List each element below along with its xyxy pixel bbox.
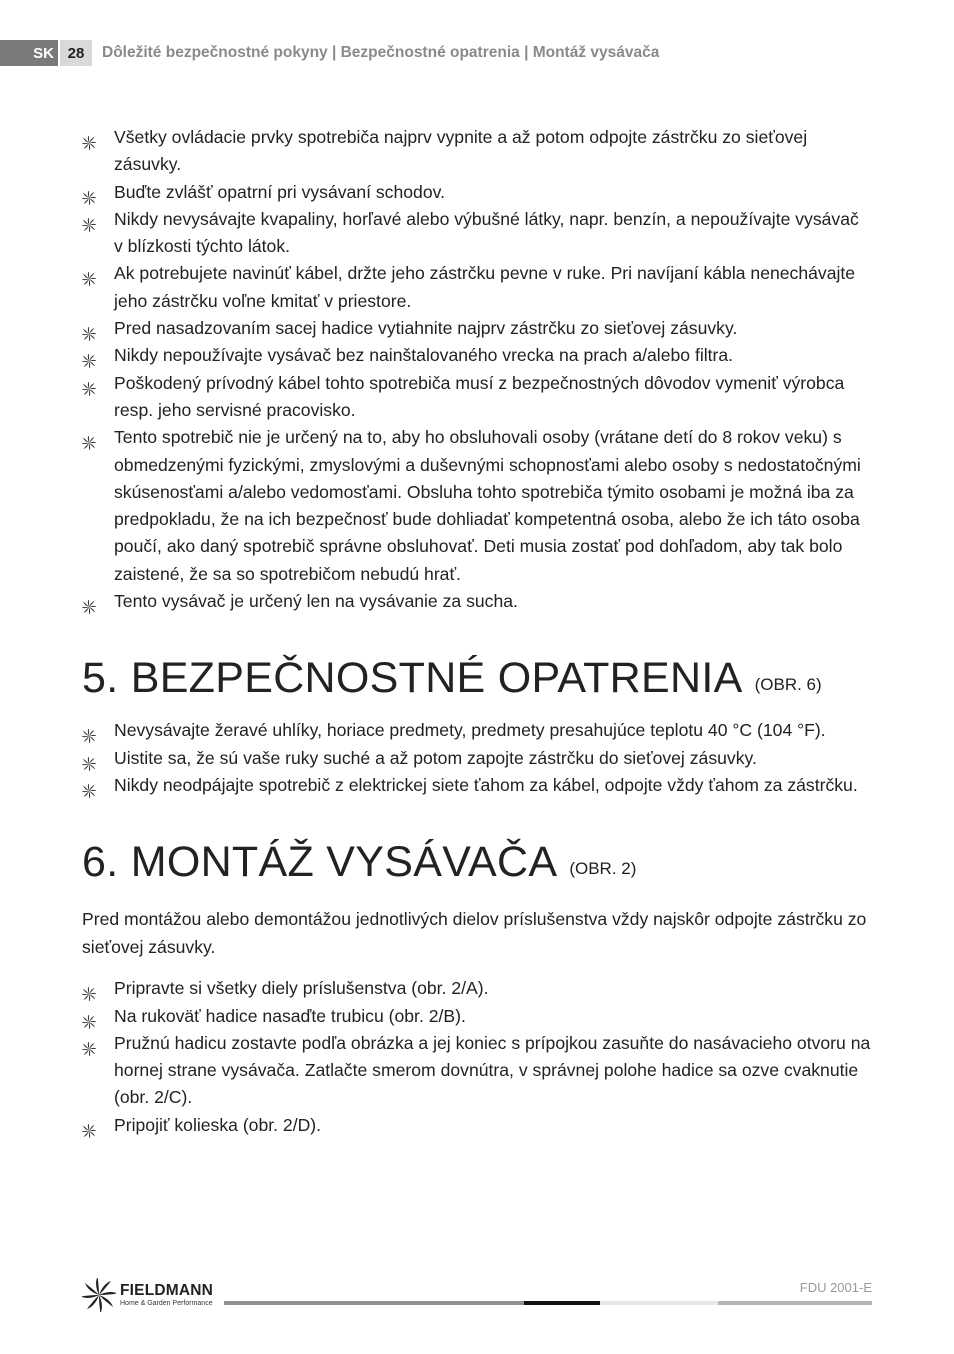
list-item-text: Poškodený prívodný kábel tohto spotrebiča musí z bezpečnostných dôvodov vymeniť výrobca resp. jeho servisné pracovisko. bbox=[114, 372, 845, 420]
list-item-text: Nikdy neodpájajte spotrebič z elektrickej siete ťahom za kábel, odpojte vždy ťahom za zástrčku. bbox=[114, 774, 858, 795]
list-item bbox=[82, 124, 872, 179]
footer-line-gray bbox=[224, 1301, 524, 1305]
flower-bullet-icon bbox=[82, 595, 96, 609]
flower-bullet-icon bbox=[82, 186, 96, 200]
flower-bullet-icon bbox=[82, 131, 96, 145]
section5-ref: (OBR. 6) bbox=[754, 675, 822, 695]
section6-title: 6. MONTÁŽ VYSÁVAČA bbox=[82, 837, 558, 886]
list-item bbox=[82, 179, 872, 206]
page-footer bbox=[82, 1276, 872, 1316]
list-item bbox=[82, 1112, 872, 1139]
list-item bbox=[82, 975, 872, 1002]
fieldmann-logo-icon bbox=[82, 1278, 116, 1312]
section5-title: 5. BEZPEČNOSTNÉ OPATRENIA bbox=[82, 653, 743, 702]
list-item bbox=[82, 424, 872, 588]
section6-list bbox=[82, 975, 872, 1139]
flower-bullet-icon bbox=[82, 1037, 96, 1051]
flower-bullet-icon bbox=[82, 349, 96, 363]
list-item bbox=[82, 260, 872, 315]
footer-line-dark bbox=[524, 1301, 600, 1305]
list-item-text: Buďte zvlášť opatrní pri vysávaní schodov. bbox=[114, 181, 445, 202]
list-item-text: Tento vysávač je určený len na vysávanie za sucha. bbox=[114, 591, 518, 612]
flower-bullet-icon bbox=[82, 1119, 96, 1133]
model-number: FDU 2001-E bbox=[799, 1280, 872, 1295]
section5-heading bbox=[82, 639, 872, 717]
flower-bullet-icon bbox=[82, 431, 96, 445]
flower-bullet-icon bbox=[82, 322, 96, 336]
section5-list bbox=[82, 717, 872, 799]
list-item-text: Nikdy nepoužívajte vysávač bez nainštalovaného vrecka na prach a/alebo filtra. bbox=[114, 345, 734, 366]
list-item bbox=[82, 370, 872, 425]
section6-ref: (OBR. 2) bbox=[569, 859, 637, 879]
list-item-text: Ak potrebujete navinúť kábel, držte jeho zástrčku pevne v ruke. Pri navíjaní kábla nenechávajte jeho zástrčku voľne kmitať v priestore. bbox=[114, 263, 856, 311]
list-item-text: Nikdy nevysávajte kvapaliny, horľavé alebo výbušné látky, napr. benzín, a nepoužívajte vysávač v blízkosti týchto látok. bbox=[114, 208, 859, 257]
flower-bullet-icon bbox=[82, 377, 96, 391]
flower-bullet-icon bbox=[82, 267, 96, 281]
page-header bbox=[0, 40, 659, 66]
list-item-text: Tento spotrebič nie je určený na to, aby ho obsluhovali osoby (vrátane detí do 8 rokov veku) s obmedzenými fyzickými, zmyslovými a duševnými schopnosťami alebo osoby s nedostatočnými skúsenosťami a/alebo vedomosťami. Obsluha tohto spotrebiča týmito osobami je možná iba za predpokladu, že na ich bezpečnosť bude dohliadať kompetentná osoba, alebo že ich táto osoba poučí, ako daný spotrebič správne obsluhovať. Deti musia zostať pod dohľadom, aby tak bolo zaistené, že sa so spotrebičom nebudú hrať. bbox=[114, 427, 861, 584]
brand-tagline: Home & Garden Performance bbox=[120, 1299, 213, 1307]
list-item bbox=[82, 1003, 872, 1030]
list-item bbox=[82, 745, 872, 772]
list-item-text: Pred nasadzovaním sacej hadice vytiahnite najprv zástrčku zo sieťovej zásuvky. bbox=[114, 318, 738, 339]
list-item-text: Pružnú hadicu zostavte podľa obrázka a jej koniec s prípojkou zasuňte do nasávacieho otvoru na hornej strane vysávača. Zatlačte smerom dovnútra, v správnej polohe hadice sa ozve cvaknutie (obr. 2/C). bbox=[114, 1032, 871, 1108]
flower-bullet-icon bbox=[82, 982, 96, 996]
list-item-text: Na rukoväť hadice nasaďte trubicu (obr. 2/B). bbox=[114, 1005, 466, 1026]
brand-logo bbox=[82, 1278, 213, 1312]
language-badge: SK bbox=[0, 40, 58, 66]
list-item bbox=[82, 717, 872, 744]
flower-bullet-icon bbox=[82, 752, 96, 766]
list-item bbox=[82, 588, 872, 615]
footer-line-mid bbox=[718, 1301, 872, 1305]
section6-intro: Pred montážou alebo demontážou jednotlivých dielov príslušenstva vždy najskôr odpojte zástrčku zo sieťovej zásuvky. bbox=[82, 909, 867, 958]
flower-bullet-icon bbox=[82, 779, 96, 793]
flower-bullet-icon bbox=[82, 213, 96, 227]
page-number: 28 bbox=[60, 40, 92, 66]
list-item bbox=[82, 772, 872, 799]
list-item bbox=[82, 342, 872, 369]
list-item-text: Pripravte si všetky diely príslušenstva (obr. 2/A). bbox=[114, 978, 489, 999]
list-item-text: Nevysávajte žeravé uhlíky, horiace predmety, predmety presahujúce teplotu 40 °C (104 °F). bbox=[114, 720, 826, 741]
footer-line-light bbox=[600, 1301, 718, 1305]
list-item-text: Všetky ovládacie prvky spotrebiča najprv vypnite a až potom odpojte zástrčku zo sieťovej zásuvky. bbox=[114, 127, 808, 175]
list-item bbox=[82, 206, 872, 261]
page-content bbox=[82, 124, 872, 1139]
list-item bbox=[82, 315, 872, 342]
brand-name: FIELDMANN bbox=[120, 1281, 214, 1299]
section6-heading bbox=[82, 823, 872, 901]
flower-bullet-icon bbox=[82, 1010, 96, 1024]
breadcrumb: Dôležité bezpečnostné pokyny | Bezpečnostné opatrenia | Montáž vysávača bbox=[102, 44, 660, 61]
flower-bullet-icon bbox=[82, 724, 96, 738]
list-item-text: Pripojiť kolieska (obr. 2/D). bbox=[114, 1114, 322, 1135]
list-item-text: Uistite sa, že sú vaše ruky suché a až potom zapojte zástrčku do sieťovej zásuvky. bbox=[114, 747, 757, 768]
list-item bbox=[82, 1030, 872, 1112]
safety-list bbox=[82, 124, 872, 615]
